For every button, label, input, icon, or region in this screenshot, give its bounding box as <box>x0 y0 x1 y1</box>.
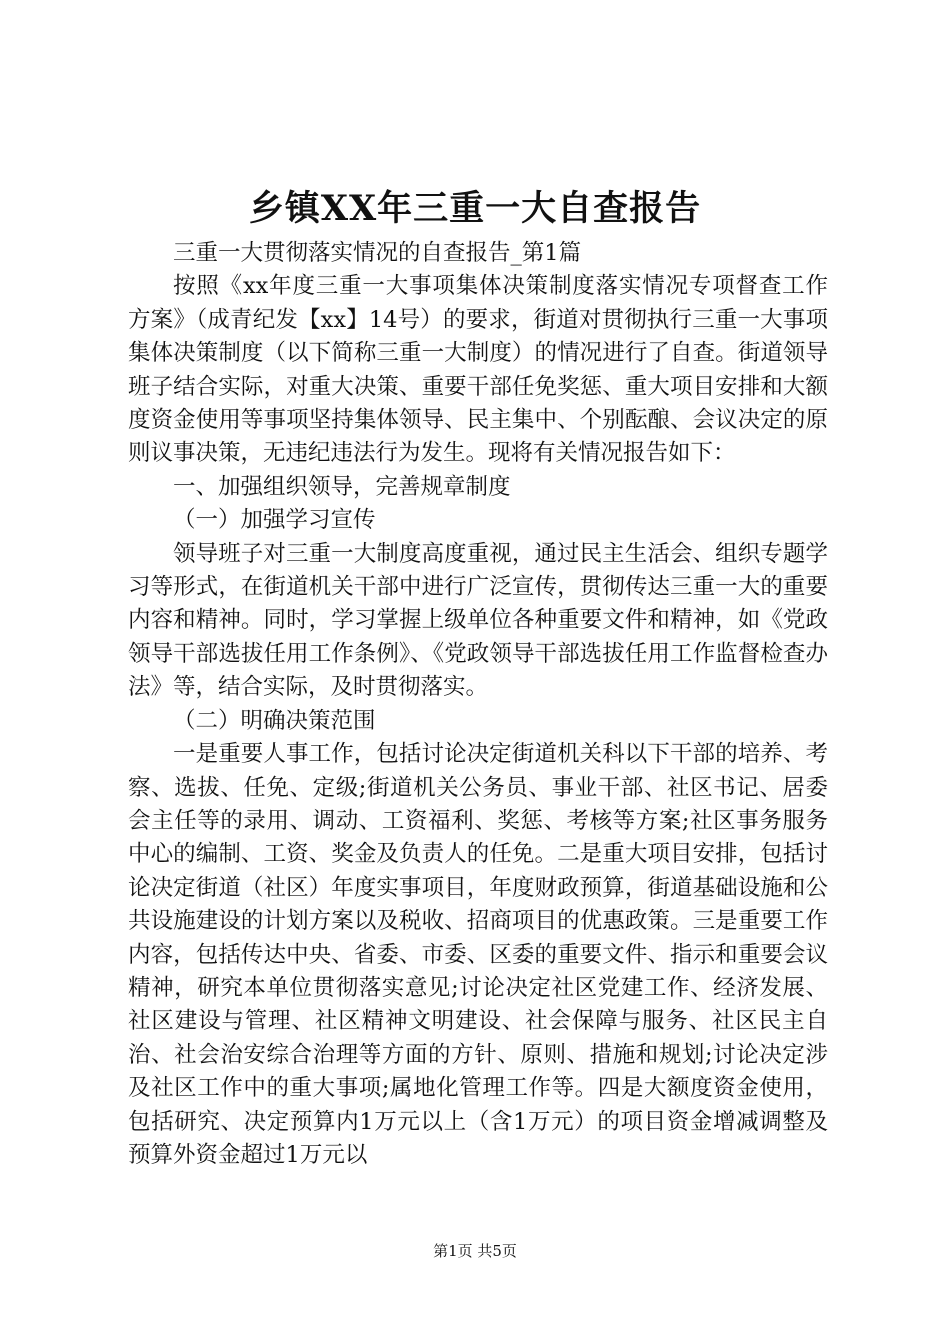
scope-paragraph: 一是重要人事工作，包括讨论决定街道机关科以下干部的培养、考察、选拔、任免、定级;街道机关公务员、事业干部、社区书记、居委会主任等的录用、调动、工资福利、奖惩、考核等方案;社区事务服务中心的编制、工资、奖金及负责人的任免。二是重大项目安排，包括讨论决定街道（社区）年度实事项目，年度财政预算，街道基础设施和公共设施建设的计划方案以及税收、招商项目的优惠政策。三是重要工作内容，包括传达中央、省委、市委、区委的重要文件、指示和重要会议精神，研究本单位贯彻落实意见;讨论决定社区党建工作、经济发展、社区建设与管理、社区精神文明建设、社会保障与服务、社区民主自治、社会治安综合治理等方面的方针、原则、措施和规划;讨论决定涉及社区工作中的重大事项;属地化管理工作等。四是大额度资金使用，包括研究、决定预算内1万元以上（含1万元）的项目资金增减调整及预算外资金超过1万元以 <box>128 741 828 1168</box>
heading-level2-scope: （二）明确决策范围 <box>173 707 376 734</box>
section-heading-part1: 三重一大贯彻落实情况的自查报告_第1篇 <box>173 240 582 266</box>
intro-paragraph: 按照《xx年度三重一大事项集体决策制度落实情况专项督查工作方案》（成青纪发【xx】14号）的要求，街道对贯彻执行三重一大事项集体决策制度（以下简称三重一大制度）的情况进行了自查。街道领导班子结合实际，对重大决策、重要干部任免奖惩、重大项目安排和大额度资金使用等事项坚持集体领导、民主集中、个别酝酿、会议决定的原则议事决策，无违纪违法行为发生。现将有关情况报告如下： <box>128 273 828 467</box>
document-title: 乡镇XX年三重一大自查报告 <box>248 188 702 229</box>
study-paragraph: 领导班子对三重一大制度高度重视，通过民主生活会、组织专题学习等形式，在街道机关干部中进行广泛宣传，贯彻传达三重一大的重要内容和精神。同时，学习掌握上级单位各种重要文件和精神，如《党政领导干部选拔任用工作条例》、《党政领导干部选拔任用工作监督检查办法》等，结合实际，及时贯彻落实。 <box>128 540 828 701</box>
document-body <box>128 237 828 1172</box>
heading-level1-organization: 一、加强组织领导，完善规章制度 <box>173 473 511 500</box>
heading-level2-study: （一）加强学习宣传 <box>173 507 376 534</box>
page-footer: 第1页 共5页 <box>433 1242 517 1260</box>
